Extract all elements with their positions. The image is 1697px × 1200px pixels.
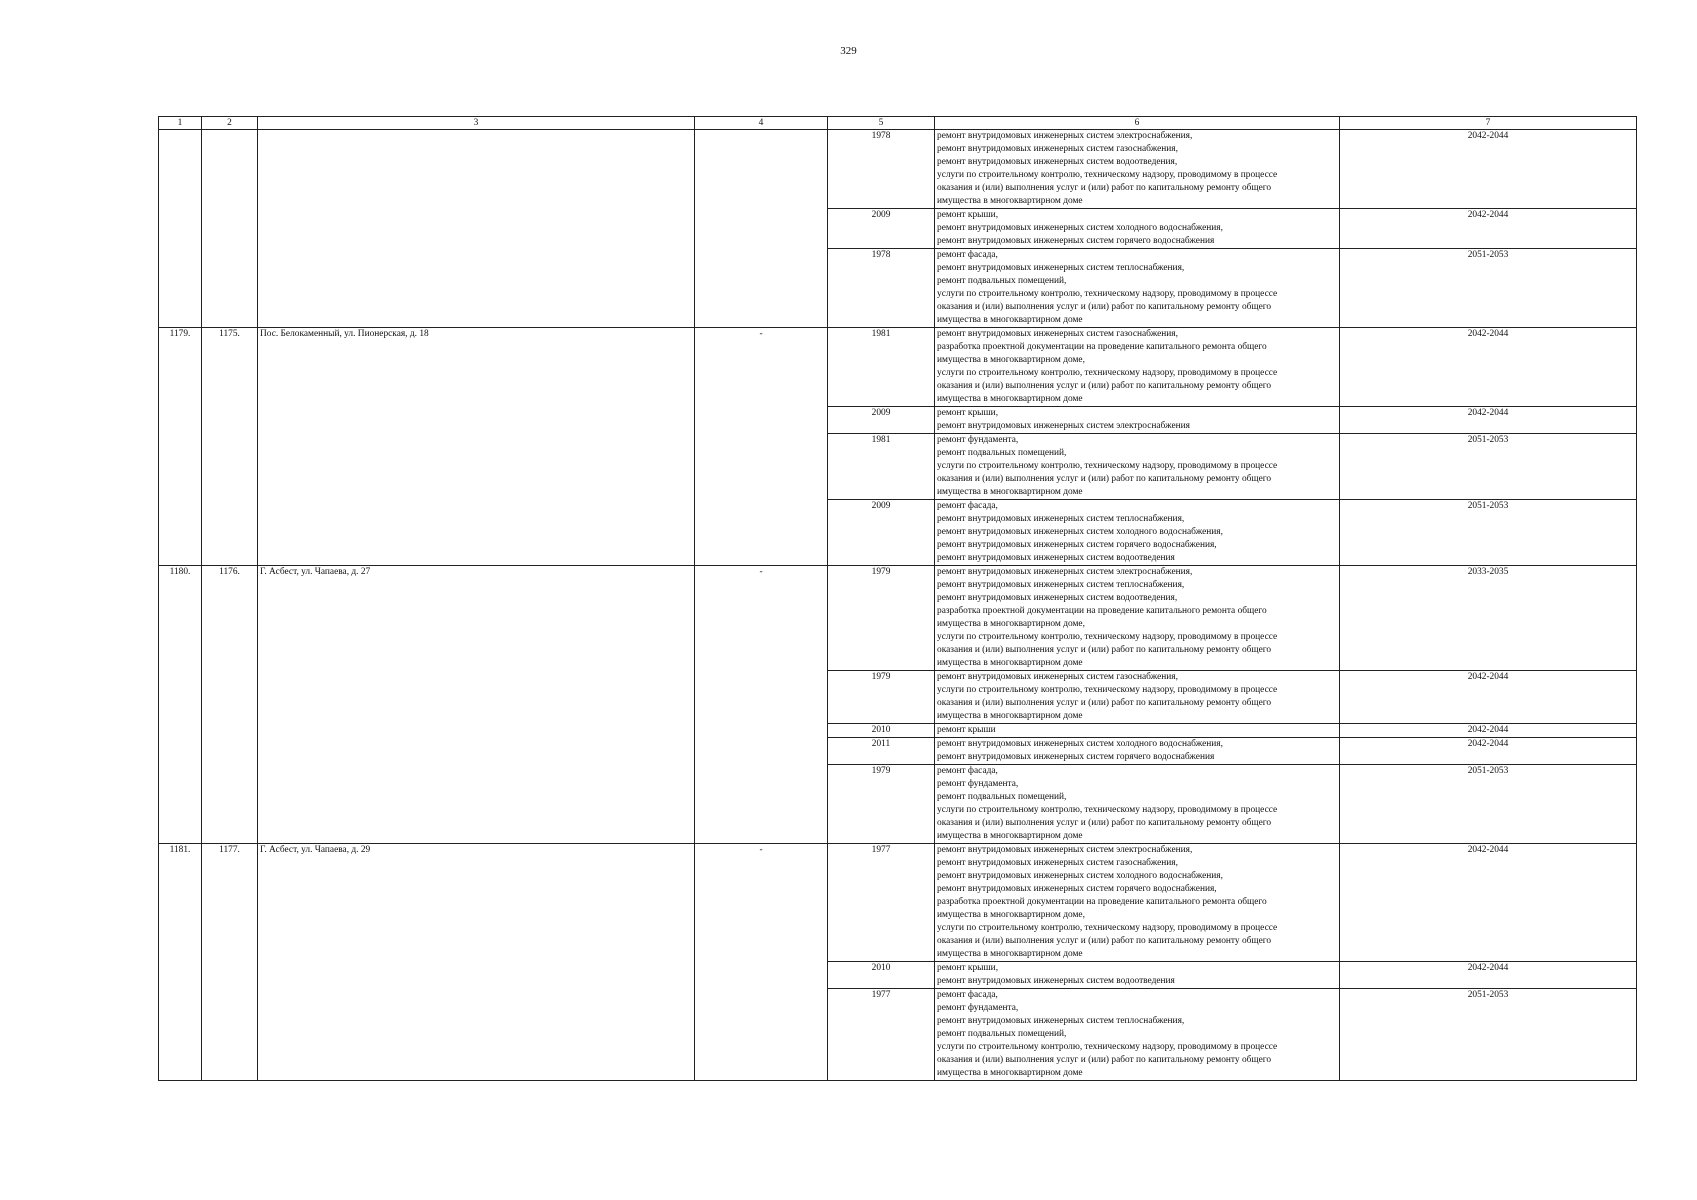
period-cell: 2042-2044 (1340, 724, 1637, 738)
period-cell: 2042-2044 (1340, 962, 1637, 989)
house-number-cell: 1177. (202, 844, 258, 1081)
work-line: имущества в многоквартирном доме (937, 196, 1083, 206)
work-line: ремонт подвальных помещений, (937, 276, 1067, 286)
work-line: ремонт внутридомовых инженерных систем горячего водоснабжения (937, 236, 1215, 246)
work-description-cell (935, 500, 1340, 566)
period-cell: 2042-2044 (1340, 130, 1637, 209)
period-cell: 2042-2044 (1340, 407, 1637, 434)
period-cell: 2051-2053 (1340, 765, 1637, 844)
work-line: ремонт внутридомовых инженерных систем водоотведения (937, 976, 1175, 986)
work-line: имущества в многоквартирном доме (937, 658, 1083, 668)
work-line: ремонт крыши, (937, 408, 999, 418)
work-line: ремонт крыши (937, 725, 996, 735)
work-description-cell (935, 765, 1340, 844)
year-cell: 1979 (828, 566, 935, 671)
work-line: оказания и (или) выполнения услуг и (или) работ по капитальному ремонту общего (937, 1055, 1272, 1065)
work-line: ремонт подвальных помещений, (937, 448, 1067, 458)
work-line: ремонт внутридомовых инженерных систем водоотведения, (937, 157, 1178, 167)
work-description-cell (935, 671, 1340, 724)
work-line: услуги по строительному контролю, техническому надзору, проводимому в процессе (937, 805, 1278, 815)
year-cell: 2009 (828, 407, 935, 434)
work-line: имущества в многоквартирном доме (937, 315, 1083, 325)
house-number-cell: 1175. (202, 328, 258, 566)
work-line: оказания и (или) выполнения услуг и (или) работ по капитальному ремонту общего (937, 936, 1272, 946)
work-line: ремонт внутридомовых инженерных систем холодного водоснабжения, (937, 223, 1223, 233)
work-line: ремонт внутридомовых инженерных систем горячего водоснабжения, (937, 884, 1217, 894)
work-line: услуги по строительному контролю, техническому надзору, проводимому в процессе (937, 289, 1278, 299)
work-line: услуги по строительному контролю, техническому надзору, проводимому в процессе (937, 1042, 1278, 1052)
table-row (159, 566, 1637, 671)
work-line: разработка проектной документации на проведение капитального ремонта общего (937, 897, 1267, 907)
work-line: услуги по строительному контролю, техническому надзору, проводимому в процессе (937, 685, 1278, 695)
work-line: услуги по строительному контролю, техническому надзору, проводимому в процессе (937, 632, 1278, 642)
column-number-row (159, 117, 1637, 130)
work-line: ремонт внутридомовых инженерных систем горячего водоснабжения (937, 752, 1215, 762)
work-line: услуги по строительному контролю, техническому надзору, проводимому в процессе (937, 923, 1278, 933)
table-row (159, 130, 1637, 209)
address-cell: Пос. Белокаменный, ул. Пионерская, д. 18 (258, 328, 695, 566)
year-cell: 1981 (828, 328, 935, 407)
year-cell: 1981 (828, 434, 935, 500)
period-cell: 2051-2053 (1340, 434, 1637, 500)
column-header: 7 (1340, 117, 1637, 130)
work-line: ремонт внутридомовых инженерных систем газоснабжения, (937, 858, 1178, 868)
column-header: 2 (202, 117, 258, 130)
work-line: имущества в многоквартирном доме (937, 1068, 1083, 1078)
address-cell (258, 130, 695, 328)
work-line: оказания и (или) выполнения услуг и (или) работ по капитальному ремонту общего (937, 474, 1272, 484)
work-line: ремонт внутридомовых инженерных систем электроснабжения (937, 421, 1190, 431)
work-description-cell (935, 738, 1340, 765)
work-description-cell (935, 249, 1340, 328)
year-cell: 2011 (828, 738, 935, 765)
work-line: ремонт внутридомовых инженерных систем холодного водоснабжения, (937, 527, 1223, 537)
col4-cell (695, 130, 828, 328)
year-cell: 2010 (828, 724, 935, 738)
work-line: ремонт крыши, (937, 963, 999, 973)
period-cell: 2051-2053 (1340, 500, 1637, 566)
table-row (159, 844, 1637, 962)
table-row (159, 328, 1637, 407)
work-line: ремонт внутридомовых инженерных систем электроснабжения, (937, 845, 1193, 855)
year-cell: 1979 (828, 671, 935, 724)
year-cell: 2010 (828, 962, 935, 989)
year-cell: 1978 (828, 130, 935, 209)
capital-repair-table (158, 116, 1637, 1081)
work-line: оказания и (или) выполнения услуг и (или) работ по капитальному ремонту общего (937, 302, 1272, 312)
work-line: оказания и (или) выполнения услуг и (или) работ по капитальному ремонту общего (937, 645, 1272, 655)
work-line: ремонт внутридомовых инженерных систем горячего водоснабжения, (937, 540, 1217, 550)
work-line: ремонт внутридомовых инженерных систем водоотведения (937, 553, 1175, 563)
row-number-cell (159, 130, 202, 328)
work-description-cell (935, 407, 1340, 434)
house-number-cell: 1176. (202, 566, 258, 844)
period-cell: 2042-2044 (1340, 844, 1637, 962)
work-line: ремонт фасада, (937, 990, 998, 1000)
col4-cell: - (695, 844, 828, 1081)
work-description-cell (935, 434, 1340, 500)
work-line: услуги по строительному контролю, техническому надзору, проводимому в процессе (937, 461, 1278, 471)
work-line: ремонт внутридомовых инженерных систем холодного водоснабжения, (937, 871, 1223, 881)
year-cell: 2009 (828, 500, 935, 566)
period-cell: 2051-2053 (1340, 989, 1637, 1081)
work-description-cell (935, 130, 1340, 209)
work-line: имущества в многоквартирном доме (937, 487, 1083, 497)
work-line: ремонт фундамента, (937, 1003, 1019, 1013)
work-line: ремонт внутридомовых инженерных систем газоснабжения, (937, 144, 1178, 154)
work-line: ремонт внутридомовых инженерных систем теплоснабжения, (937, 263, 1185, 273)
work-line: услуги по строительному контролю, техническому надзору, проводимому в процессе (937, 368, 1278, 378)
table-body (159, 130, 1637, 1081)
work-line: ремонт внутридомовых инженерных систем теплоснабжения, (937, 1016, 1185, 1026)
work-line: ремонт внутридомовых инженерных систем холодного водоснабжения, (937, 739, 1223, 749)
work-line: ремонт внутридомовых инженерных систем электроснабжения, (937, 131, 1193, 141)
row-number-cell: 1180. (159, 566, 202, 844)
work-line: имущества в многоквартирном доме (937, 949, 1083, 959)
year-cell: 1979 (828, 765, 935, 844)
work-line: ремонт подвальных помещений, (937, 792, 1067, 802)
col4-cell: - (695, 566, 828, 844)
col4-cell: - (695, 328, 828, 566)
year-cell: 1978 (828, 249, 935, 328)
work-line: ремонт внутридомовых инженерных систем газоснабжения, (937, 329, 1178, 339)
work-line: ремонт фасада, (937, 766, 998, 776)
work-line: ремонт внутридомовых инженерных систем газоснабжения, (937, 672, 1178, 682)
work-line: разработка проектной документации на проведение капитального ремонта общего (937, 342, 1267, 352)
work-line: оказания и (или) выполнения услуг и (или) работ по капитальному ремонту общего (937, 183, 1272, 193)
house-number-cell (202, 130, 258, 328)
work-line: имущества в многоквартирном доме, (937, 355, 1085, 365)
work-line: ремонт фундамента, (937, 779, 1019, 789)
work-line: ремонт подвальных помещений, (937, 1029, 1067, 1039)
work-line: оказания и (или) выполнения услуг и (или) работ по капитальному ремонту общего (937, 818, 1272, 828)
work-line: имущества в многоквартирном доме (937, 394, 1083, 404)
work-line: ремонт фасада, (937, 250, 998, 260)
address-cell: Г. Асбест, ул. Чапаева, д. 29 (258, 844, 695, 1081)
work-line: ремонт крыши, (937, 210, 999, 220)
work-line: ремонт фасада, (937, 501, 998, 511)
row-number-cell: 1179. (159, 328, 202, 566)
work-line: услуги по строительному контролю, техническому надзору, проводимому в процессе (937, 170, 1278, 180)
work-line: ремонт фундамента, (937, 435, 1019, 445)
row-number-cell: 1181. (159, 844, 202, 1081)
work-line: оказания и (или) выполнения услуг и (или) работ по капитальному ремонту общего (937, 698, 1272, 708)
work-description-cell (935, 566, 1340, 671)
period-cell: 2051-2053 (1340, 249, 1637, 328)
work-line: имущества в многоквартирном доме, (937, 910, 1085, 920)
work-line: разработка проектной документации на проведение капитального ремонта общего (937, 606, 1267, 616)
column-header: 6 (935, 117, 1340, 130)
column-header: 1 (159, 117, 202, 130)
work-line: ремонт внутридомовых инженерных систем теплоснабжения, (937, 514, 1185, 524)
year-cell: 2009 (828, 209, 935, 249)
column-header: 5 (828, 117, 935, 130)
work-description-cell (935, 844, 1340, 962)
year-cell: 1977 (828, 989, 935, 1081)
period-cell: 2033-2035 (1340, 566, 1637, 671)
work-line: имущества в многоквартирном доме (937, 711, 1083, 721)
address-cell: Г. Асбест, ул. Чапаева, д. 27 (258, 566, 695, 844)
period-cell: 2042-2044 (1340, 209, 1637, 249)
period-cell: 2042-2044 (1340, 738, 1637, 765)
work-description-cell (935, 209, 1340, 249)
year-cell: 1977 (828, 844, 935, 962)
work-line: имущества в многоквартирном доме, (937, 619, 1085, 629)
work-line: ремонт внутридомовых инженерных систем водоотведения, (937, 593, 1178, 603)
period-cell: 2042-2044 (1340, 671, 1637, 724)
work-line: имущества в многоквартирном доме (937, 831, 1083, 841)
column-header: 3 (258, 117, 695, 130)
period-cell: 2042-2044 (1340, 328, 1637, 407)
work-line: ремонт внутридомовых инженерных систем электроснабжения, (937, 567, 1193, 577)
work-description-cell (935, 962, 1340, 989)
work-description-cell (935, 989, 1340, 1081)
work-line: ремонт внутридомовых инженерных систем теплоснабжения, (937, 580, 1185, 590)
work-description-cell (935, 328, 1340, 407)
work-description-cell (935, 724, 1340, 738)
column-header: 4 (695, 117, 828, 130)
work-line: оказания и (или) выполнения услуг и (или) работ по капитальному ремонту общего (937, 381, 1272, 391)
page-number: 329 (840, 45, 857, 57)
